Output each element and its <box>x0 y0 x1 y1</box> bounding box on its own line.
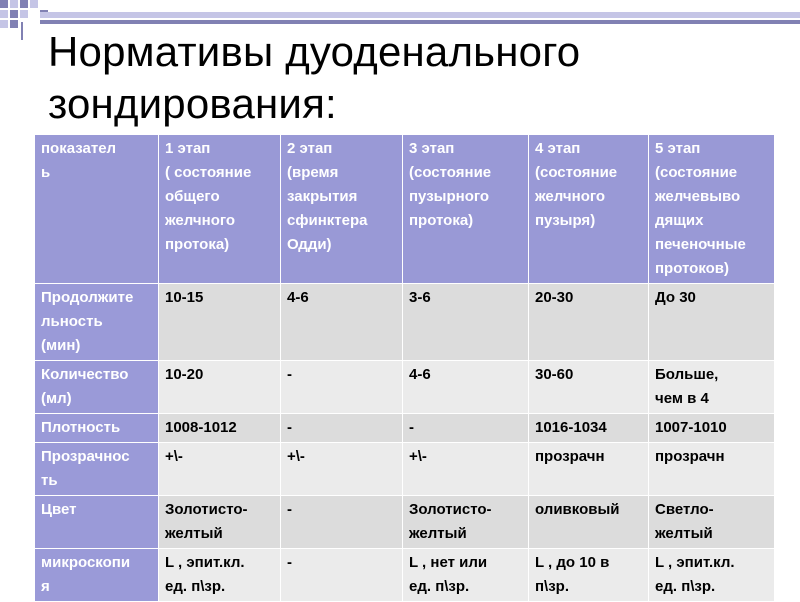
header-text: протока) <box>409 212 474 229</box>
deco-square <box>0 20 8 28</box>
header-text: (время <box>287 164 339 181</box>
deco-square <box>0 10 8 18</box>
table-cell <box>529 414 649 443</box>
table-cell <box>529 361 649 414</box>
cell-text: +\- <box>409 448 427 465</box>
table-cell <box>403 361 529 414</box>
cell-text: 10-20 <box>165 366 204 383</box>
cell-text: оливковый <box>535 501 620 518</box>
header-text: печеночные <box>655 236 746 253</box>
table-cell <box>649 549 775 602</box>
header-cell-stage-5 <box>649 135 775 284</box>
cell-text: 10-15 <box>165 289 204 306</box>
cell-text: Светло- <box>655 501 714 518</box>
cell-text: L , эпит.кл. <box>655 554 735 571</box>
cell-text: - <box>287 501 292 518</box>
cell-text: ед. п\зр. <box>165 578 226 595</box>
header-text: протока) <box>165 236 230 253</box>
row-label <box>35 443 159 496</box>
table-row <box>35 496 775 549</box>
header-cell-indicator <box>35 135 159 284</box>
row-label <box>35 549 159 602</box>
cell-text: До 30 <box>655 289 696 306</box>
cell-text: +\- <box>287 448 305 465</box>
header-text: 3 этап <box>409 140 455 157</box>
header-text: пузырного <box>409 188 490 205</box>
header-text: 2 этап <box>287 140 333 157</box>
header-text: (состояние <box>535 164 618 181</box>
table-cell <box>529 549 649 602</box>
table-cell <box>281 361 403 414</box>
cell-text: 4-6 <box>287 289 309 306</box>
cell-text: L , до 10 в <box>535 554 610 571</box>
deco-bar <box>40 20 800 24</box>
header-text: (состояние <box>409 164 492 181</box>
cell-text: 3-6 <box>409 289 431 306</box>
cell-text: L , нет или <box>409 554 488 571</box>
row-label <box>35 414 159 443</box>
row-label-text: Прозрачнос <box>41 448 130 465</box>
header-text: пузыря) <box>535 212 596 229</box>
table-row <box>35 361 775 414</box>
table-cell <box>529 443 649 496</box>
cell-text: 1007-1010 <box>655 419 727 436</box>
header-text: 1 этап <box>165 140 211 157</box>
table-cell <box>159 414 281 443</box>
table-cell <box>529 284 649 361</box>
row-label-text: я <box>41 578 50 595</box>
table-cell <box>649 361 775 414</box>
table-cell <box>159 549 281 602</box>
header-text: 4 этап <box>535 140 581 157</box>
header-text: Одди) <box>287 236 332 253</box>
header-cell-stage-3 <box>403 135 529 284</box>
table-body <box>35 284 775 602</box>
row-label-text: льность <box>41 313 103 330</box>
table-cell <box>649 284 775 361</box>
row-label <box>35 284 159 361</box>
row-label-text: (мл) <box>41 390 72 407</box>
header-text: сфинктера <box>287 212 368 229</box>
row-label-text: ть <box>41 472 58 489</box>
header-text: ( состояние <box>165 164 252 181</box>
row-label-text: микроскопи <box>41 554 131 571</box>
cell-text: 1008-1012 <box>165 419 237 436</box>
header-text: (состояние <box>655 164 738 181</box>
cell-text: 1016-1034 <box>535 419 607 436</box>
table-cell <box>159 443 281 496</box>
row-label-text: Продолжите <box>41 289 134 306</box>
table-row <box>35 443 775 496</box>
cell-text: 30-60 <box>535 366 574 383</box>
cell-text: чем в 4 <box>655 390 709 407</box>
header-text: ь <box>41 164 51 181</box>
header-text: желчного <box>535 188 606 205</box>
cell-text: Золотисто- <box>165 501 248 518</box>
cell-text: 4-6 <box>409 366 431 383</box>
deco-square <box>20 10 28 18</box>
header-text: желчевыво <box>655 188 741 205</box>
row-label-text: Цвет <box>41 501 77 518</box>
deco-square <box>30 0 38 8</box>
row-label-text: Плотность <box>41 419 121 436</box>
table-cell <box>529 496 649 549</box>
header-text: закрытия <box>287 188 358 205</box>
table-cell <box>281 496 403 549</box>
row-label <box>35 496 159 549</box>
table-cell <box>403 284 529 361</box>
cell-text: L , эпит.кл. <box>165 554 245 571</box>
row-label-text: Количество <box>41 366 129 383</box>
table-cell <box>159 361 281 414</box>
header-cell-stage-1 <box>159 135 281 284</box>
table-cell <box>649 496 775 549</box>
row-label-text: (мин) <box>41 337 81 354</box>
header-text: 5 этап <box>655 140 701 157</box>
table-cell <box>281 549 403 602</box>
cell-text: прозрачн <box>535 448 605 465</box>
table-cell <box>403 549 529 602</box>
header-text: желчного <box>165 212 236 229</box>
deco-square <box>10 10 18 18</box>
cell-text: п\зр. <box>535 578 570 595</box>
header-text: протоков) <box>655 260 730 277</box>
deco-square <box>20 0 28 8</box>
cell-text: Больше, <box>655 366 719 383</box>
cell-text: ед. п\зр. <box>409 578 470 595</box>
cell-text: желтый <box>165 525 223 542</box>
table-cell <box>159 284 281 361</box>
table-row <box>35 414 775 443</box>
cell-text: - <box>287 554 292 571</box>
cell-text: - <box>287 419 292 436</box>
slide-title: Нормативы дуоденального зондирования: <box>48 28 581 127</box>
cell-text: - <box>409 419 414 436</box>
cell-text: - <box>287 366 292 383</box>
table-cell <box>649 414 775 443</box>
table-cell <box>403 443 529 496</box>
table-cell <box>281 414 403 443</box>
table-cell <box>281 284 403 361</box>
header-row <box>35 135 775 284</box>
table-row <box>35 549 775 602</box>
cell-text: желтый <box>409 525 467 542</box>
cell-text: Золотисто- <box>409 501 492 518</box>
deco-bar <box>40 12 800 18</box>
table-cell <box>403 496 529 549</box>
header-cell-stage-2 <box>281 135 403 284</box>
header-text: дящих <box>655 212 704 229</box>
table-cell <box>649 443 775 496</box>
deco-square <box>10 0 18 8</box>
cell-text: ед. п\зр. <box>655 578 716 595</box>
cell-text: желтый <box>655 525 713 542</box>
norms-table <box>34 134 775 602</box>
deco-square <box>0 0 8 8</box>
table-cell <box>403 414 529 443</box>
deco-square <box>10 20 18 28</box>
header-text: общего <box>165 188 220 205</box>
header-cell-stage-4 <box>529 135 649 284</box>
cell-text: 20-30 <box>535 289 574 306</box>
cell-text: +\- <box>165 448 183 465</box>
row-label <box>35 361 159 414</box>
header-text: показател <box>41 140 117 157</box>
table-cell <box>159 496 281 549</box>
table-row <box>35 284 775 361</box>
table-cell <box>281 443 403 496</box>
cell-text: прозрачн <box>655 448 725 465</box>
